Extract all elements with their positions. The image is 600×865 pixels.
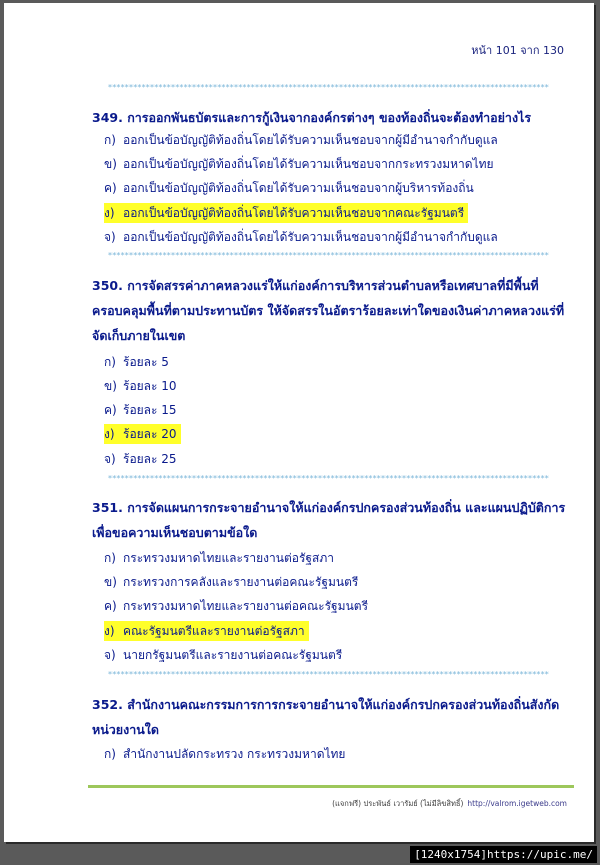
- question-351-title: 351. การจัดแผนการกระจายอำนาจให้แก่องค์กรปกครองส่วนท้องถิ่น และแผนปฏิบัติการเพื่อขอความเห็นชอบตามข้อใด: [92, 500, 566, 540]
- question-351-option-d-answer: ง) คณะรัฐมนตรีและรายงานต่อรัฐสภา: [104, 621, 309, 641]
- footer-credit-text: (แจกฟรี) ประพันธ์ เวารัมย์ (ไม่มีลิขสิทธิ์): [332, 799, 464, 808]
- question-349-option-b: ข) ออกเป็นข้อบัญญัติท้องถิ่นโดยได้รับความเห็นชอบจากกระทรวงมหาดไทย: [104, 157, 494, 171]
- document-page: [4, 3, 594, 842]
- question-350-option-b: ข) ร้อยละ 10: [104, 379, 177, 393]
- footer-url-link[interactable]: http://valrom.igetweb.com: [467, 799, 567, 808]
- question-352-title: 352. สำนักงานคณะกรรมการการกระจายอำนาจให้แก่องค์กรปกครองส่วนท้องถิ่นสังกัดหน่วยงานใด: [92, 697, 560, 737]
- question-352-option-a: ก) สำนักงานปลัดกระทรวง กระทรวงมหาดไทย: [104, 747, 346, 761]
- question-349-title: 349. การออกพันธบัตรและการกู้เงินจากองค์กรต่างๆ ของท้องถิ่นจะต้องทำอย่างไร: [92, 110, 532, 125]
- question-349-option-e: จ) ออกเป็นข้อบัญญัติท้องถิ่นโดยได้รับความเห็นชอบจากผู้มีอำนาจกำกับดูแล: [104, 230, 498, 244]
- image-host-watermark: [1240x1754]https://upic.me/: [410, 846, 597, 863]
- footer-divider: [88, 785, 574, 788]
- footer-credit: [332, 798, 567, 810]
- separator-line: *********************************************************************************************************: [108, 474, 549, 483]
- separator-line: *********************************************************************************************************: [108, 83, 549, 92]
- question-350-option-d-answer: ง) ร้อยละ 20: [104, 424, 181, 444]
- question-350-option-c: ค) ร้อยละ 15: [104, 403, 177, 417]
- question-350-option-e: จ) ร้อยละ 25: [104, 452, 177, 466]
- question-351-option-c: ค) กระทรวงมหาดไทยและรายงานต่อคณะรัฐมนตรี: [104, 599, 369, 613]
- question-350-option-a: ก) ร้อยละ 5: [104, 355, 169, 369]
- separator-line: *********************************************************************************************************: [108, 670, 549, 679]
- question-351-option-e: จ) นายกรัฐมนตรีและรายงานต่อคณะรัฐมนตรี: [104, 648, 343, 662]
- page-number: หน้า 101 จาก 130: [471, 44, 564, 57]
- question-350-title: 350. การจัดสรรค่าภาคหลวงแร่ให้แก่องค์การบริหารส่วนตำบลหรือเทศบาลที่มีพื้นที่ครอบคลุมพื้นที่ตามประทานบัตร ให้จัดสรรในอัตราร้อยละเท่าใดของเงินค่าภาคหลวงแร่ที่จัดเก็บภายในเขต: [92, 278, 565, 343]
- question-351-option-a: ก) กระทรวงมหาดไทยและรายงานต่อรัฐสภา: [104, 551, 335, 565]
- question-351-option-b: ข) กระทรวงการคลังและรายงานต่อคณะรัฐมนตรี: [104, 575, 359, 589]
- question-349-option-a: ก) ออกเป็นข้อบัญญัติท้องถิ่นโดยได้รับความเห็นชอบจากผู้มีอำนาจกำกับดูแล: [104, 133, 498, 147]
- separator-line: *********************************************************************************************************: [108, 251, 549, 260]
- question-349-option-c: ค) ออกเป็นข้อบัญญัติท้องถิ่นโดยได้รับความเห็นชอบจากผู้บริหารท้องถิ่น: [104, 181, 474, 195]
- question-349-option-d-answer: ง) ออกเป็นข้อบัญญัติท้องถิ่นโดยได้รับความเห็นชอบจากคณะรัฐมนตรี: [104, 203, 468, 223]
